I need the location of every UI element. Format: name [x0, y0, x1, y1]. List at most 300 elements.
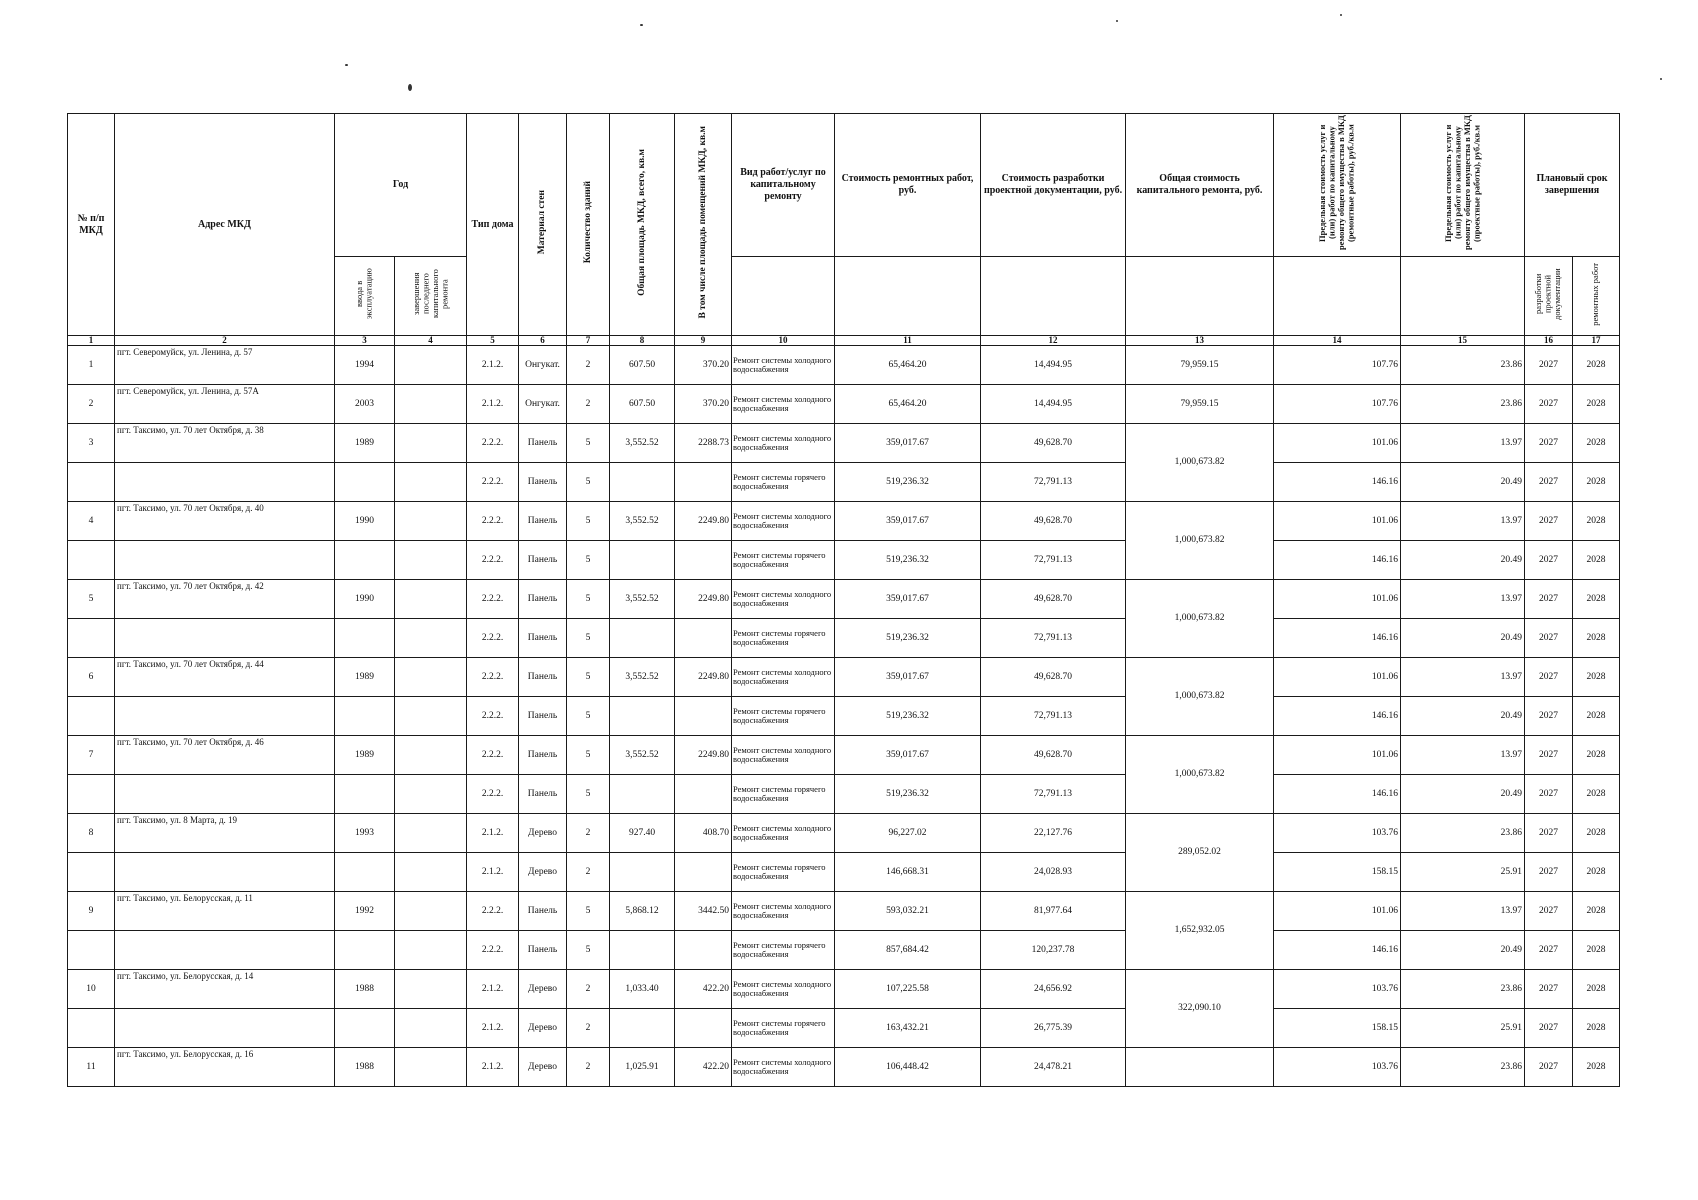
table-row [68, 697, 1620, 736]
cell-repair-cost: 359,017.67 [835, 736, 981, 775]
table-row [68, 1009, 1620, 1048]
cell-total-area: 3,552.52 [610, 736, 675, 775]
cell-repair-cost: 519,236.32 [835, 775, 981, 814]
cell-year-commission: 1992 [335, 892, 395, 931]
cell-limit-design: 23.86 [1401, 1048, 1525, 1087]
cell-address: пгт. Таксимо, ул. Белорусская, д. 14 [115, 970, 335, 1009]
cell-index [68, 931, 115, 970]
subheader-year-commission-text: ввода в эксплуатацию [354, 268, 374, 320]
cell-year-last-repair [395, 502, 467, 541]
cell-term-repair: 2028 [1573, 658, 1620, 697]
cell-wall-material: Панель [519, 541, 567, 580]
column-number: 17 [1573, 336, 1620, 346]
cell-repair-cost: 857,684.42 [835, 931, 981, 970]
table-row [68, 736, 1620, 775]
table-row [68, 502, 1620, 541]
cell-repair-cost: 519,236.32 [835, 619, 981, 658]
cell-term-repair: 2028 [1573, 463, 1620, 502]
cell-year-last-repair [395, 541, 467, 580]
cell-term-design: 2027 [1525, 1048, 1573, 1087]
cell-premises-area [675, 541, 732, 580]
cell-term-repair: 2028 [1573, 892, 1620, 931]
cell-premises-area [675, 463, 732, 502]
cell-buildings-count: 2 [567, 814, 610, 853]
cell-address: пгт. Таксимо, ул. 70 лет Октября, д. 38 [115, 424, 335, 463]
cell-buildings-count: 2 [567, 346, 610, 385]
header-buildings-count-text: Количество зданий [582, 181, 593, 264]
table-row [68, 541, 1620, 580]
cell-design-cost: 49,628.70 [981, 658, 1126, 697]
cell-design-cost: 72,791.13 [981, 541, 1126, 580]
cell-total-area: 3,552.52 [610, 502, 675, 541]
cell-limit-repair: 107.76 [1274, 346, 1401, 385]
cell-work-type: Ремонт системы горячего водоснабжения [732, 1009, 835, 1048]
cell-repair-cost: 359,017.67 [835, 424, 981, 463]
cell-index [68, 1009, 115, 1048]
cell-repair-cost: 107,225.58 [835, 970, 981, 1009]
cell-design-cost: 24,478.21 [981, 1048, 1126, 1087]
cell-address [115, 619, 335, 658]
cell-term-design: 2027 [1525, 619, 1573, 658]
cell-repair-cost: 146,668.31 [835, 853, 981, 892]
cell-index [68, 697, 115, 736]
cell-wall-material: Панель [519, 775, 567, 814]
cell-term-design: 2027 [1525, 931, 1573, 970]
cell-total-area: 1,025.91 [610, 1048, 675, 1087]
header-limit-repair [1274, 114, 1401, 257]
cell-year-commission: 1988 [335, 970, 395, 1009]
cell-total-area [610, 1009, 675, 1048]
subheader-blank-repair [835, 257, 981, 336]
cell-repair-cost: 163,432.21 [835, 1009, 981, 1048]
header-premises-area-text: В том числе площадь помещений МКД, кв.м [697, 126, 708, 319]
cell-total-area: 607.50 [610, 385, 675, 424]
cell-year-commission [335, 853, 395, 892]
cell-limit-repair: 101.06 [1274, 424, 1401, 463]
cell-limit-repair: 146.16 [1274, 775, 1401, 814]
cell-house-type: 2.2.2. [467, 658, 519, 697]
cell-term-repair: 2028 [1573, 814, 1620, 853]
header-repair-cost: Стоимость ремонтных работ, руб. [835, 114, 981, 257]
cell-limit-design: 20.49 [1401, 931, 1525, 970]
column-number: 6 [519, 336, 567, 346]
cell-house-type: 2.2.2. [467, 541, 519, 580]
cell-wall-material: Панель [519, 892, 567, 931]
cell-repair-cost: 593,032.21 [835, 892, 981, 931]
cell-total-area: 607.50 [610, 346, 675, 385]
cell-limit-design: 23.86 [1401, 814, 1525, 853]
subheader-term-repair-text: ремонтных работ [1590, 262, 1601, 326]
subheader-year-last-repair-text: завершения последнего капитального ремонта [410, 269, 449, 319]
cell-limit-design: 25.91 [1401, 853, 1525, 892]
column-number: 12 [981, 336, 1126, 346]
cell-term-design: 2027 [1525, 658, 1573, 697]
cell-premises-area: 2249.80 [675, 736, 732, 775]
cell-index: 8 [68, 814, 115, 853]
cell-total-area [610, 931, 675, 970]
cell-term-design: 2027 [1525, 892, 1573, 931]
cell-repair-cost: 359,017.67 [835, 580, 981, 619]
cell-index: 1 [68, 346, 115, 385]
cell-work-type: Ремонт системы холодного водоснабжения [732, 502, 835, 541]
cell-limit-repair: 158.15 [1274, 1009, 1401, 1048]
cell-year-last-repair [395, 931, 467, 970]
cell-repair-cost: 519,236.32 [835, 463, 981, 502]
cell-term-repair: 2028 [1573, 775, 1620, 814]
cell-address: пгт. Таксимо, ул. 70 лет Октября, д. 40 [115, 502, 335, 541]
column-number: 15 [1401, 336, 1525, 346]
cell-limit-repair: 101.06 [1274, 658, 1401, 697]
header-house-type: Тип дома [467, 114, 519, 336]
cell-work-type: Ремонт системы горячего водоснабжения [732, 463, 835, 502]
column-number: 11 [835, 336, 981, 346]
cell-repair-cost: 519,236.32 [835, 541, 981, 580]
cell-year-commission: 1990 [335, 580, 395, 619]
table-row [68, 385, 1620, 424]
column-number: 4 [395, 336, 467, 346]
cell-total-cost: 79,959.15 [1126, 346, 1274, 385]
cell-repair-cost: 65,464.20 [835, 385, 981, 424]
cell-year-last-repair [395, 463, 467, 502]
cell-house-type: 2.2.2. [467, 931, 519, 970]
cell-house-type: 2.2.2. [467, 892, 519, 931]
cell-address [115, 1009, 335, 1048]
cell-year-commission: 1994 [335, 346, 395, 385]
cell-limit-design: 23.86 [1401, 385, 1525, 424]
table-row [68, 970, 1620, 1009]
cell-total-cost: 322,090.10 [1126, 970, 1274, 1048]
cell-year-last-repair [395, 970, 467, 1009]
cell-year-last-repair [395, 619, 467, 658]
cell-year-last-repair [395, 814, 467, 853]
subheader-year-last-repair [395, 257, 467, 336]
cell-limit-repair: 146.16 [1274, 931, 1401, 970]
cell-index [68, 541, 115, 580]
cell-total-area [610, 697, 675, 736]
column-number: 7 [567, 336, 610, 346]
cell-repair-cost: 65,464.20 [835, 346, 981, 385]
cell-work-type: Ремонт системы холодного водоснабжения [732, 736, 835, 775]
cell-total-area [610, 775, 675, 814]
header-plan-term: Плановый срок завершения [1525, 114, 1620, 257]
cell-total-area [610, 619, 675, 658]
cell-wall-material: Панель [519, 736, 567, 775]
cell-year-last-repair [395, 658, 467, 697]
table-row [68, 658, 1620, 697]
cell-year-last-repair [395, 346, 467, 385]
cell-term-repair: 2028 [1573, 697, 1620, 736]
cell-address [115, 463, 335, 502]
column-number: 13 [1126, 336, 1274, 346]
cell-total-area: 3,552.52 [610, 424, 675, 463]
cell-term-design: 2027 [1525, 853, 1573, 892]
column-number: 5 [467, 336, 519, 346]
column-number: 8 [610, 336, 675, 346]
cell-term-repair: 2028 [1573, 385, 1620, 424]
cell-buildings-count: 5 [567, 541, 610, 580]
header-wall-material [519, 114, 567, 336]
cell-year-commission: 1993 [335, 814, 395, 853]
cell-year-commission: 1988 [335, 1048, 395, 1087]
header-row [68, 114, 1620, 257]
cell-limit-repair: 103.76 [1274, 1048, 1401, 1087]
cell-term-repair: 2028 [1573, 541, 1620, 580]
cell-index: 6 [68, 658, 115, 697]
cell-limit-repair: 103.76 [1274, 814, 1401, 853]
cell-design-cost: 72,791.13 [981, 619, 1126, 658]
cell-premises-area: 422.20 [675, 1048, 732, 1087]
table-row [68, 775, 1620, 814]
cell-total-area [610, 541, 675, 580]
subheader-term-repair [1573, 257, 1620, 336]
cell-premises-area: 408.70 [675, 814, 732, 853]
cell-total-area: 5,868.12 [610, 892, 675, 931]
cell-house-type: 2.1.2. [467, 814, 519, 853]
cell-buildings-count: 2 [567, 853, 610, 892]
table-row [68, 814, 1620, 853]
cell-work-type: Ремонт системы горячего водоснабжения [732, 853, 835, 892]
cell-limit-repair: 103.76 [1274, 970, 1401, 1009]
cell-wall-material: Дерево [519, 970, 567, 1009]
cell-year-commission: 2003 [335, 385, 395, 424]
cell-wall-material: Панель [519, 580, 567, 619]
cell-total-area [610, 853, 675, 892]
cell-buildings-count: 5 [567, 580, 610, 619]
cell-work-type: Ремонт системы холодного водоснабжения [732, 424, 835, 463]
cell-index: 11 [68, 1048, 115, 1087]
cell-term-design: 2027 [1525, 346, 1573, 385]
header-total-cost: Общая стоимость капитального ремонта, руб. [1126, 114, 1274, 257]
cell-year-commission [335, 619, 395, 658]
cell-work-type: Ремонт системы холодного водоснабжения [732, 1048, 835, 1087]
column-number: 14 [1274, 336, 1401, 346]
header-total-area-text: Общая площадь МКД, всего, кв.м [636, 149, 647, 296]
cell-year-last-repair [395, 697, 467, 736]
cell-address: пгт. Таксимо, ул. 8 Марта, д. 19 [115, 814, 335, 853]
cell-wall-material: Дерево [519, 814, 567, 853]
cell-address: пгт. Таксимо, ул. 70 лет Октября, д. 44 [115, 658, 335, 697]
cell-year-last-repair [395, 580, 467, 619]
cell-total-area: 927.40 [610, 814, 675, 853]
cell-limit-design: 20.49 [1401, 775, 1525, 814]
cell-wall-material: Онгукат. [519, 346, 567, 385]
cell-buildings-count: 5 [567, 502, 610, 541]
cell-limit-repair: 101.06 [1274, 580, 1401, 619]
cell-total-area: 1,033.40 [610, 970, 675, 1009]
cell-house-type: 2.2.2. [467, 697, 519, 736]
cell-year-last-repair [395, 385, 467, 424]
cell-design-cost: 72,791.13 [981, 775, 1126, 814]
cell-limit-repair: 146.16 [1274, 697, 1401, 736]
subheader-year-commission [335, 257, 395, 336]
cell-house-type: 2.1.2. [467, 970, 519, 1009]
cell-index: 3 [68, 424, 115, 463]
subheader-blank-design [981, 257, 1126, 336]
cell-buildings-count: 5 [567, 775, 610, 814]
cell-wall-material: Дерево [519, 1048, 567, 1087]
cell-year-last-repair [395, 1009, 467, 1048]
header-premises-area [675, 114, 732, 336]
cell-year-last-repair [395, 892, 467, 931]
cell-index: 5 [68, 580, 115, 619]
cell-repair-cost: 519,236.32 [835, 697, 981, 736]
cell-work-type: Ремонт системы горячего водоснабжения [732, 697, 835, 736]
cell-house-type: 2.2.2. [467, 619, 519, 658]
cell-buildings-count: 5 [567, 697, 610, 736]
cell-limit-design: 13.97 [1401, 424, 1525, 463]
cell-index: 7 [68, 736, 115, 775]
cell-total-cost: 1,000,673.82 [1126, 736, 1274, 814]
cell-year-commission: 1990 [335, 502, 395, 541]
cell-limit-design: 13.97 [1401, 658, 1525, 697]
cell-term-design: 2027 [1525, 775, 1573, 814]
cell-buildings-count: 5 [567, 658, 610, 697]
cell-design-cost: 26,775.39 [981, 1009, 1126, 1048]
cell-limit-repair: 146.16 [1274, 463, 1401, 502]
cell-premises-area [675, 853, 732, 892]
header-limit-repair-text: Предельная стоимость услуг и (или) работ по капитальному ремонту общего имущества в МКД (ремонтные работы), руб./кв.м [1317, 115, 1356, 251]
cell-index [68, 619, 115, 658]
cell-term-design: 2027 [1525, 970, 1573, 1009]
cell-limit-repair: 158.15 [1274, 853, 1401, 892]
table-row [68, 619, 1620, 658]
cell-limit-repair: 101.06 [1274, 502, 1401, 541]
cell-premises-area: 3442.50 [675, 892, 732, 931]
cell-work-type: Ремонт системы холодного водоснабжения [732, 580, 835, 619]
cell-buildings-count: 2 [567, 970, 610, 1009]
cell-house-type: 2.2.2. [467, 424, 519, 463]
cell-limit-repair: 107.76 [1274, 385, 1401, 424]
cell-work-type: Ремонт системы холодного водоснабжения [732, 385, 835, 424]
cell-year-commission [335, 697, 395, 736]
cell-house-type: 2.1.2. [467, 346, 519, 385]
column-number: 2 [115, 336, 335, 346]
cell-address: пгт. Таксимо, ул. Белорусская, д. 11 [115, 892, 335, 931]
header-wall-material-text: Материал стен [537, 190, 548, 255]
cell-index [68, 775, 115, 814]
cell-term-repair: 2028 [1573, 853, 1620, 892]
cell-house-type: 2.2.2. [467, 775, 519, 814]
cell-total-cost: 1,000,673.82 [1126, 424, 1274, 502]
cell-limit-design: 13.97 [1401, 580, 1525, 619]
cell-wall-material: Панель [519, 931, 567, 970]
subheader-term-design-text: разработки проектной документации [1533, 268, 1563, 320]
cell-limit-design: 13.97 [1401, 502, 1525, 541]
cell-wall-material: Панель [519, 697, 567, 736]
cell-index: 4 [68, 502, 115, 541]
cell-address: пгт. Таксимо, ул. 70 лет Октября, д. 46 [115, 736, 335, 775]
table-row [68, 853, 1620, 892]
cell-repair-cost: 106,448.42 [835, 1048, 981, 1087]
cell-limit-repair: 146.16 [1274, 541, 1401, 580]
table-row [68, 463, 1620, 502]
cell-work-type: Ремонт системы холодного водоснабжения [732, 970, 835, 1009]
cell-total-cost: 79,959.15 [1126, 385, 1274, 424]
cell-house-type: 2.2.2. [467, 463, 519, 502]
cell-buildings-count: 5 [567, 619, 610, 658]
cell-index [68, 853, 115, 892]
cell-term-design: 2027 [1525, 1009, 1573, 1048]
cell-design-cost: 81,977.64 [981, 892, 1126, 931]
cell-year-last-repair [395, 1048, 467, 1087]
cell-buildings-count: 5 [567, 463, 610, 502]
cell-address [115, 931, 335, 970]
cell-work-type: Ремонт системы холодного водоснабжения [732, 892, 835, 931]
cell-limit-repair: 146.16 [1274, 619, 1401, 658]
column-number: 9 [675, 336, 732, 346]
cell-wall-material: Дерево [519, 853, 567, 892]
subheader-blank-lim1 [1274, 257, 1401, 336]
cell-year-commission: 1989 [335, 424, 395, 463]
cell-design-cost: 49,628.70 [981, 424, 1126, 463]
cell-total-area: 3,552.52 [610, 580, 675, 619]
cell-premises-area: 2288.73 [675, 424, 732, 463]
cell-premises-area: 370.20 [675, 346, 732, 385]
cell-term-repair: 2028 [1573, 736, 1620, 775]
cell-premises-area: 2249.80 [675, 502, 732, 541]
cell-house-type: 2.1.2. [467, 1048, 519, 1087]
cell-house-type: 2.2.2. [467, 502, 519, 541]
cell-total-cost: 1,652,932.05 [1126, 892, 1274, 970]
cell-term-design: 2027 [1525, 697, 1573, 736]
cell-year-last-repair [395, 775, 467, 814]
cell-term-repair: 2028 [1573, 1048, 1620, 1087]
cell-wall-material: Панель [519, 619, 567, 658]
cell-limit-design: 23.86 [1401, 970, 1525, 1009]
table-row [68, 346, 1620, 385]
cell-work-type: Ремонт системы горячего водоснабжения [732, 619, 835, 658]
cell-total-area: 3,552.52 [610, 658, 675, 697]
cell-limit-design: 23.86 [1401, 346, 1525, 385]
cell-total-area [610, 463, 675, 502]
cell-term-repair: 2028 [1573, 1009, 1620, 1048]
cell-year-last-repair [395, 424, 467, 463]
cell-house-type: 2.2.2. [467, 736, 519, 775]
cell-limit-design: 20.49 [1401, 697, 1525, 736]
cell-repair-cost: 96,227.02 [835, 814, 981, 853]
cell-work-type: Ремонт системы холодного водоснабжения [732, 346, 835, 385]
cell-design-cost: 14,494.95 [981, 346, 1126, 385]
cell-index: 9 [68, 892, 115, 931]
header-limit-design-text: Предельная стоимость услуг и (или) работ по капитальному ремонту общего имущества в МКД (проектные работы), руб./кв.м [1442, 115, 1482, 251]
cell-house-type: 2.1.2. [467, 853, 519, 892]
cell-term-repair: 2028 [1573, 619, 1620, 658]
cell-premises-area [675, 775, 732, 814]
cell-premises-area [675, 1009, 732, 1048]
table-row [68, 424, 1620, 463]
cell-address [115, 541, 335, 580]
cell-limit-design: 25.91 [1401, 1009, 1525, 1048]
cell-design-cost: 24,656.92 [981, 970, 1126, 1009]
column-number: 3 [335, 336, 395, 346]
cell-work-type: Ремонт системы горячего водоснабжения [732, 775, 835, 814]
cell-total-cost: 1,000,673.82 [1126, 502, 1274, 580]
column-number: 16 [1525, 336, 1573, 346]
cell-address: пгт. Северомуйск, ул. Ленина, д. 57 [115, 346, 335, 385]
cell-buildings-count: 5 [567, 424, 610, 463]
cell-premises-area [675, 697, 732, 736]
cell-term-design: 2027 [1525, 502, 1573, 541]
cell-wall-material: Панель [519, 658, 567, 697]
cell-address: пгт. Таксимо, ул. 70 лет Октября, д. 42 [115, 580, 335, 619]
cell-premises-area: 2249.80 [675, 658, 732, 697]
header-limit-design [1401, 114, 1525, 257]
cell-term-design: 2027 [1525, 463, 1573, 502]
header-total-area [610, 114, 675, 336]
cell-repair-cost: 359,017.67 [835, 658, 981, 697]
cell-repair-cost: 359,017.67 [835, 502, 981, 541]
table-row [68, 931, 1620, 970]
